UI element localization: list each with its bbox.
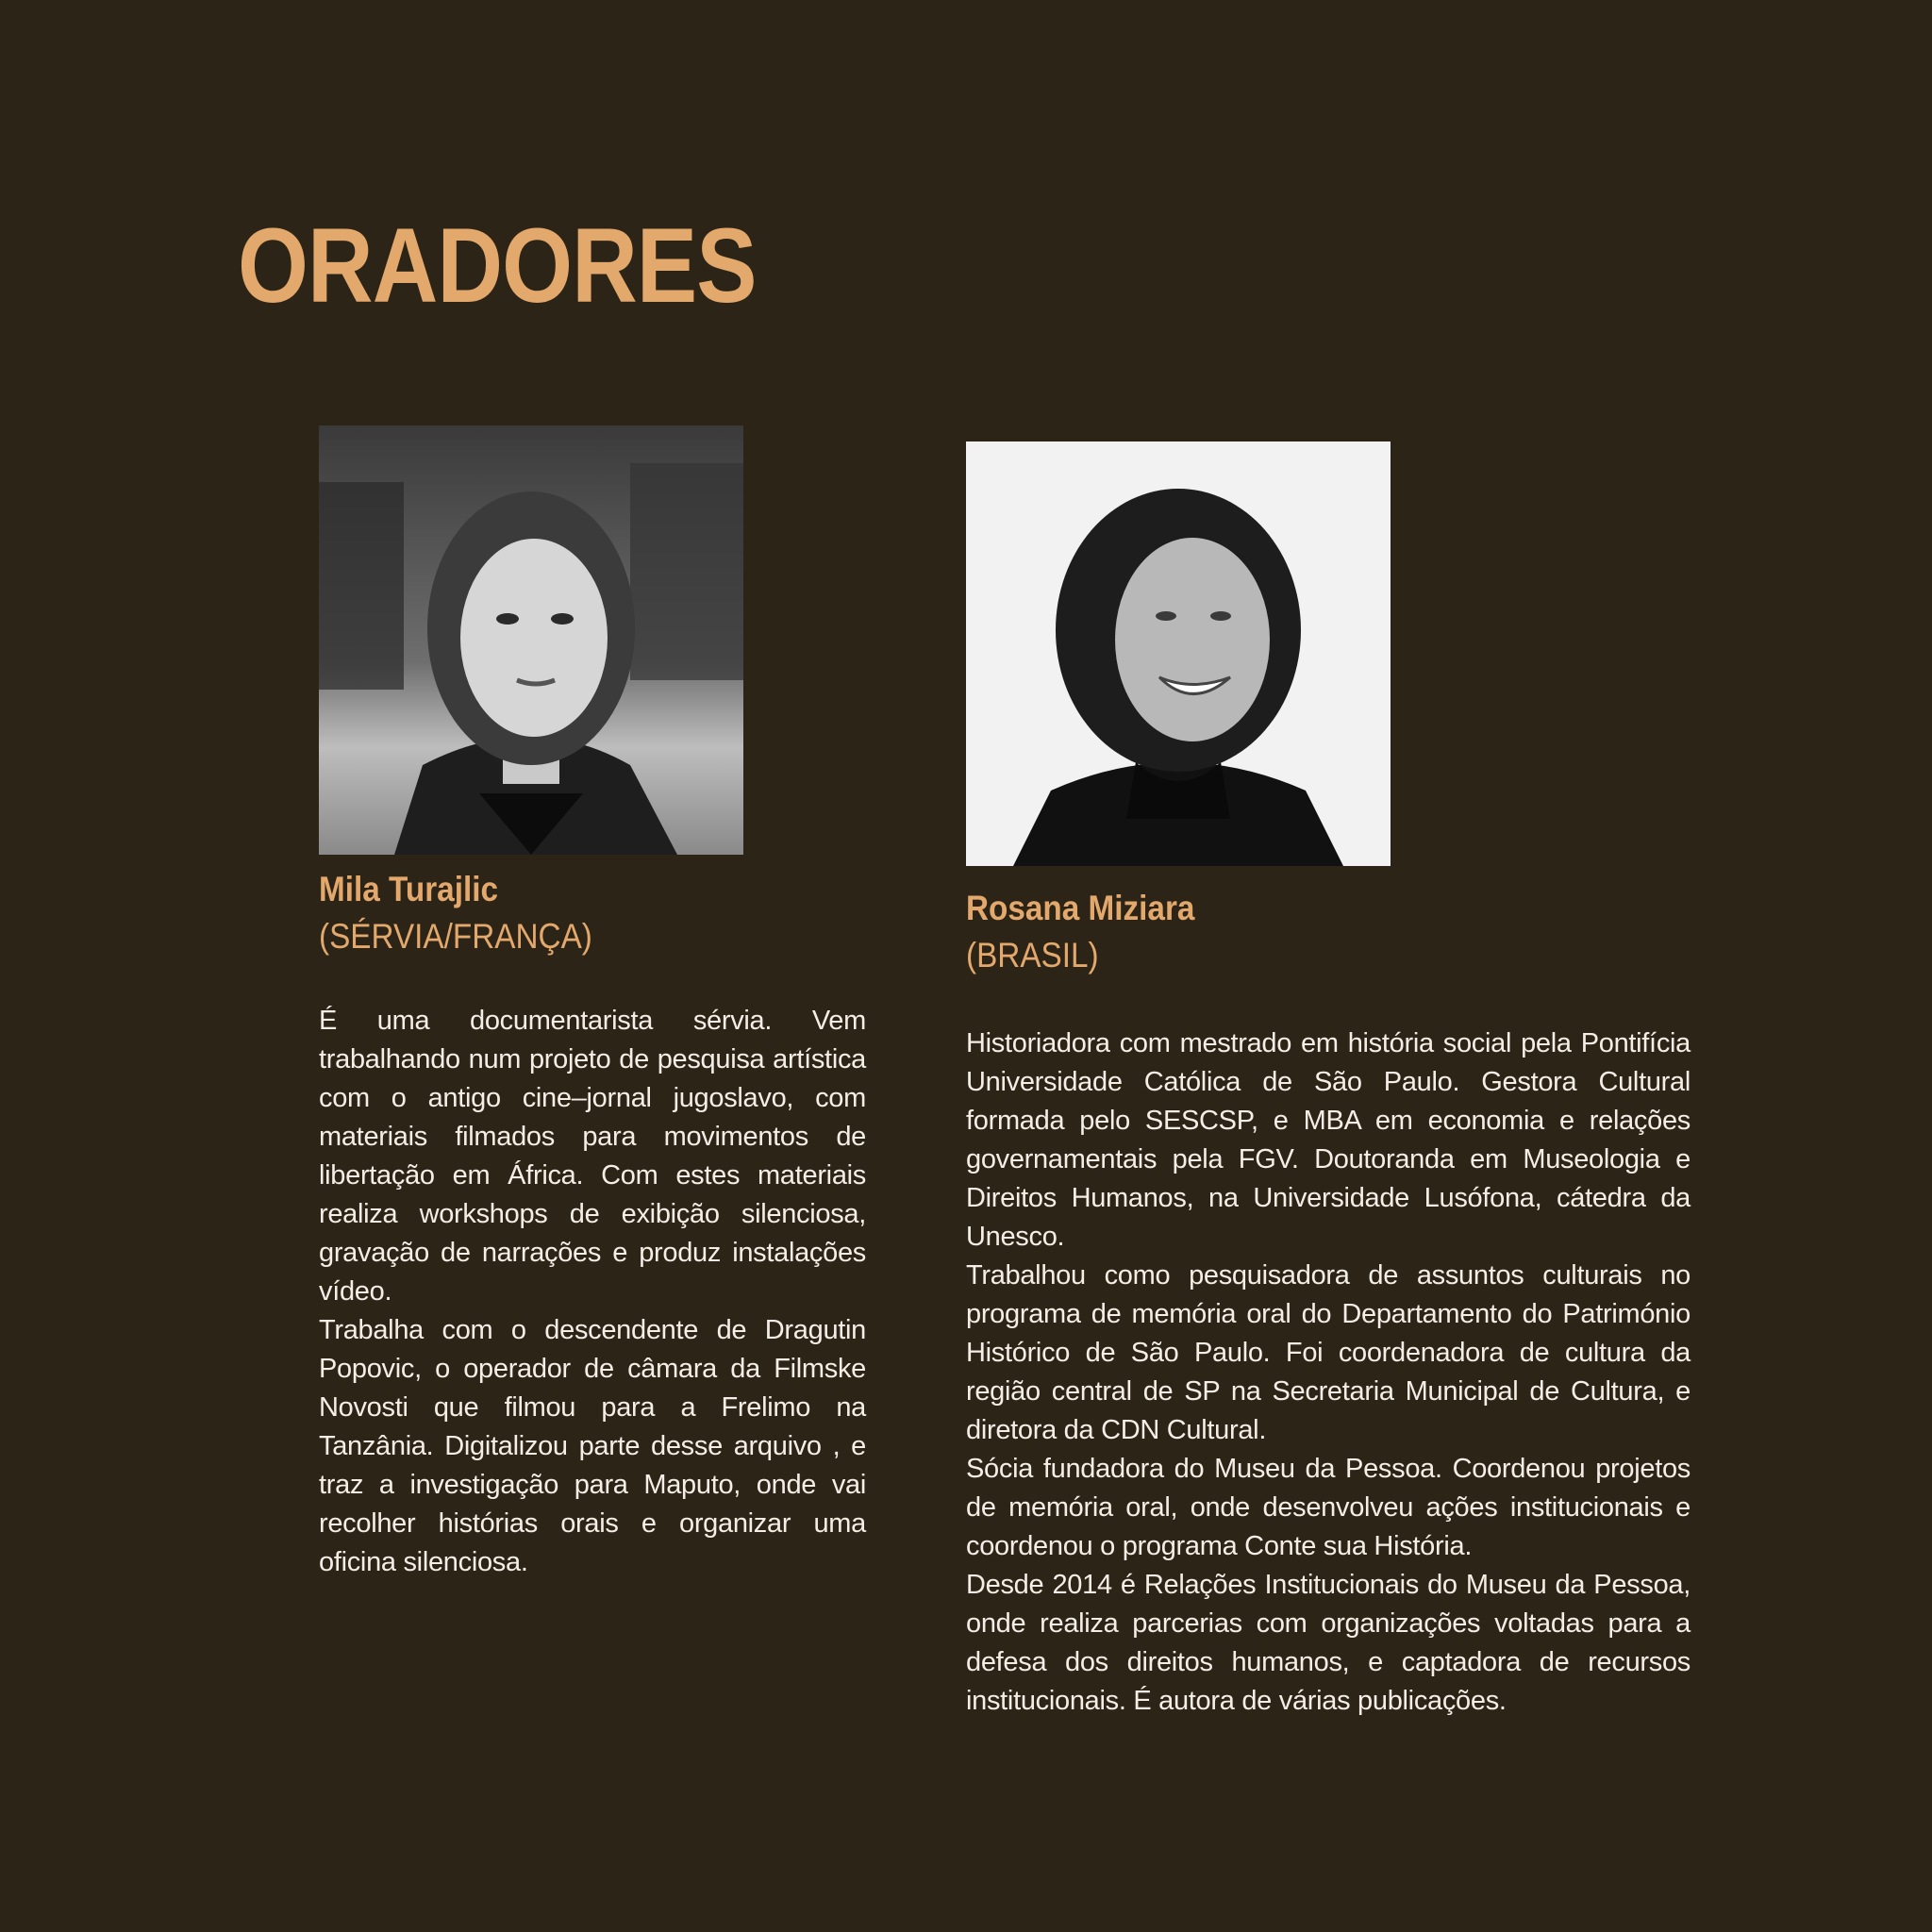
speaker-country: (SÉRVIA/FRANÇA) (319, 917, 592, 956)
bio-paragraph: Historiadora com mestrado em história social pela Pontifícia Universidade Católica de São Paulo. Gestora Cultural formada pelo SESCSP, e MBA em economia e relações governamentais pela FGV. Doutoranda em Museologia e Direitos Humanos, na Universidade Lusófona, cátedra da Unesco. (966, 1028, 1690, 1252)
portrait-image (966, 441, 1391, 866)
speaker-card-mila-turajlic (319, 425, 866, 1582)
bio-paragraph: Trabalha com o descendente de Dragutin Popovic, o operador de câmara da Filmske Novosti que filmou para a Frelimo na Tanzânia. Digitalizou parte desse arquivo , e traz a investigação para Maputo, onde vai recolher histórias orais e organizar uma oficina silenciosa. (319, 1315, 866, 1577)
bio-paragraph: Sócia fundadora do Museu da Pessoa. Coordenou projetos de memória oral, onde desenvolveu ações institucionais e coordenou o programa Conte sua História. (966, 1454, 1690, 1561)
speaker-bio (319, 1002, 866, 1582)
bio-paragraph: Trabalhou como pesquisadora de assuntos culturais no programa de memória oral do Departamento do Património Histórico de São Paulo. Foi coordenadora de cultura da região central de SP na Secretaria Municipal de Cultura, e diretora da CDN Cultural. (966, 1260, 1690, 1445)
page-title: ORADORES (238, 207, 757, 325)
speaker-country: (BRASIL) (966, 936, 1099, 974)
speaker-bio (966, 1024, 1690, 1721)
speaker-card-rosana-miziara (966, 441, 1690, 1721)
bio-paragraph: É uma documentarista sérvia. Vem trabalhando num projeto de pesquisa artística com o antigo cine–jornal jugoslavo, com materiais filmados para movimentos de libertação em África. Com estes materiais realiza workshops de exibição silenciosa, gravação de narrações e produz instalações vídeo. (319, 1006, 866, 1307)
speaker-photo (319, 425, 743, 855)
portrait-image (319, 425, 743, 855)
bio-paragraph: Desde 2014 é Relações Institucionais do Museu da Pessoa, onde realiza parcerias com organizações voltadas para a defesa dos direitos humanos, e captadora de recursos institucionais. É autora de várias publicações. (966, 1570, 1690, 1716)
speaker-photo (966, 441, 1391, 866)
speaker-name: Mila Turajlic (319, 870, 498, 908)
speaker-name: Rosana Miziara (966, 889, 1195, 927)
